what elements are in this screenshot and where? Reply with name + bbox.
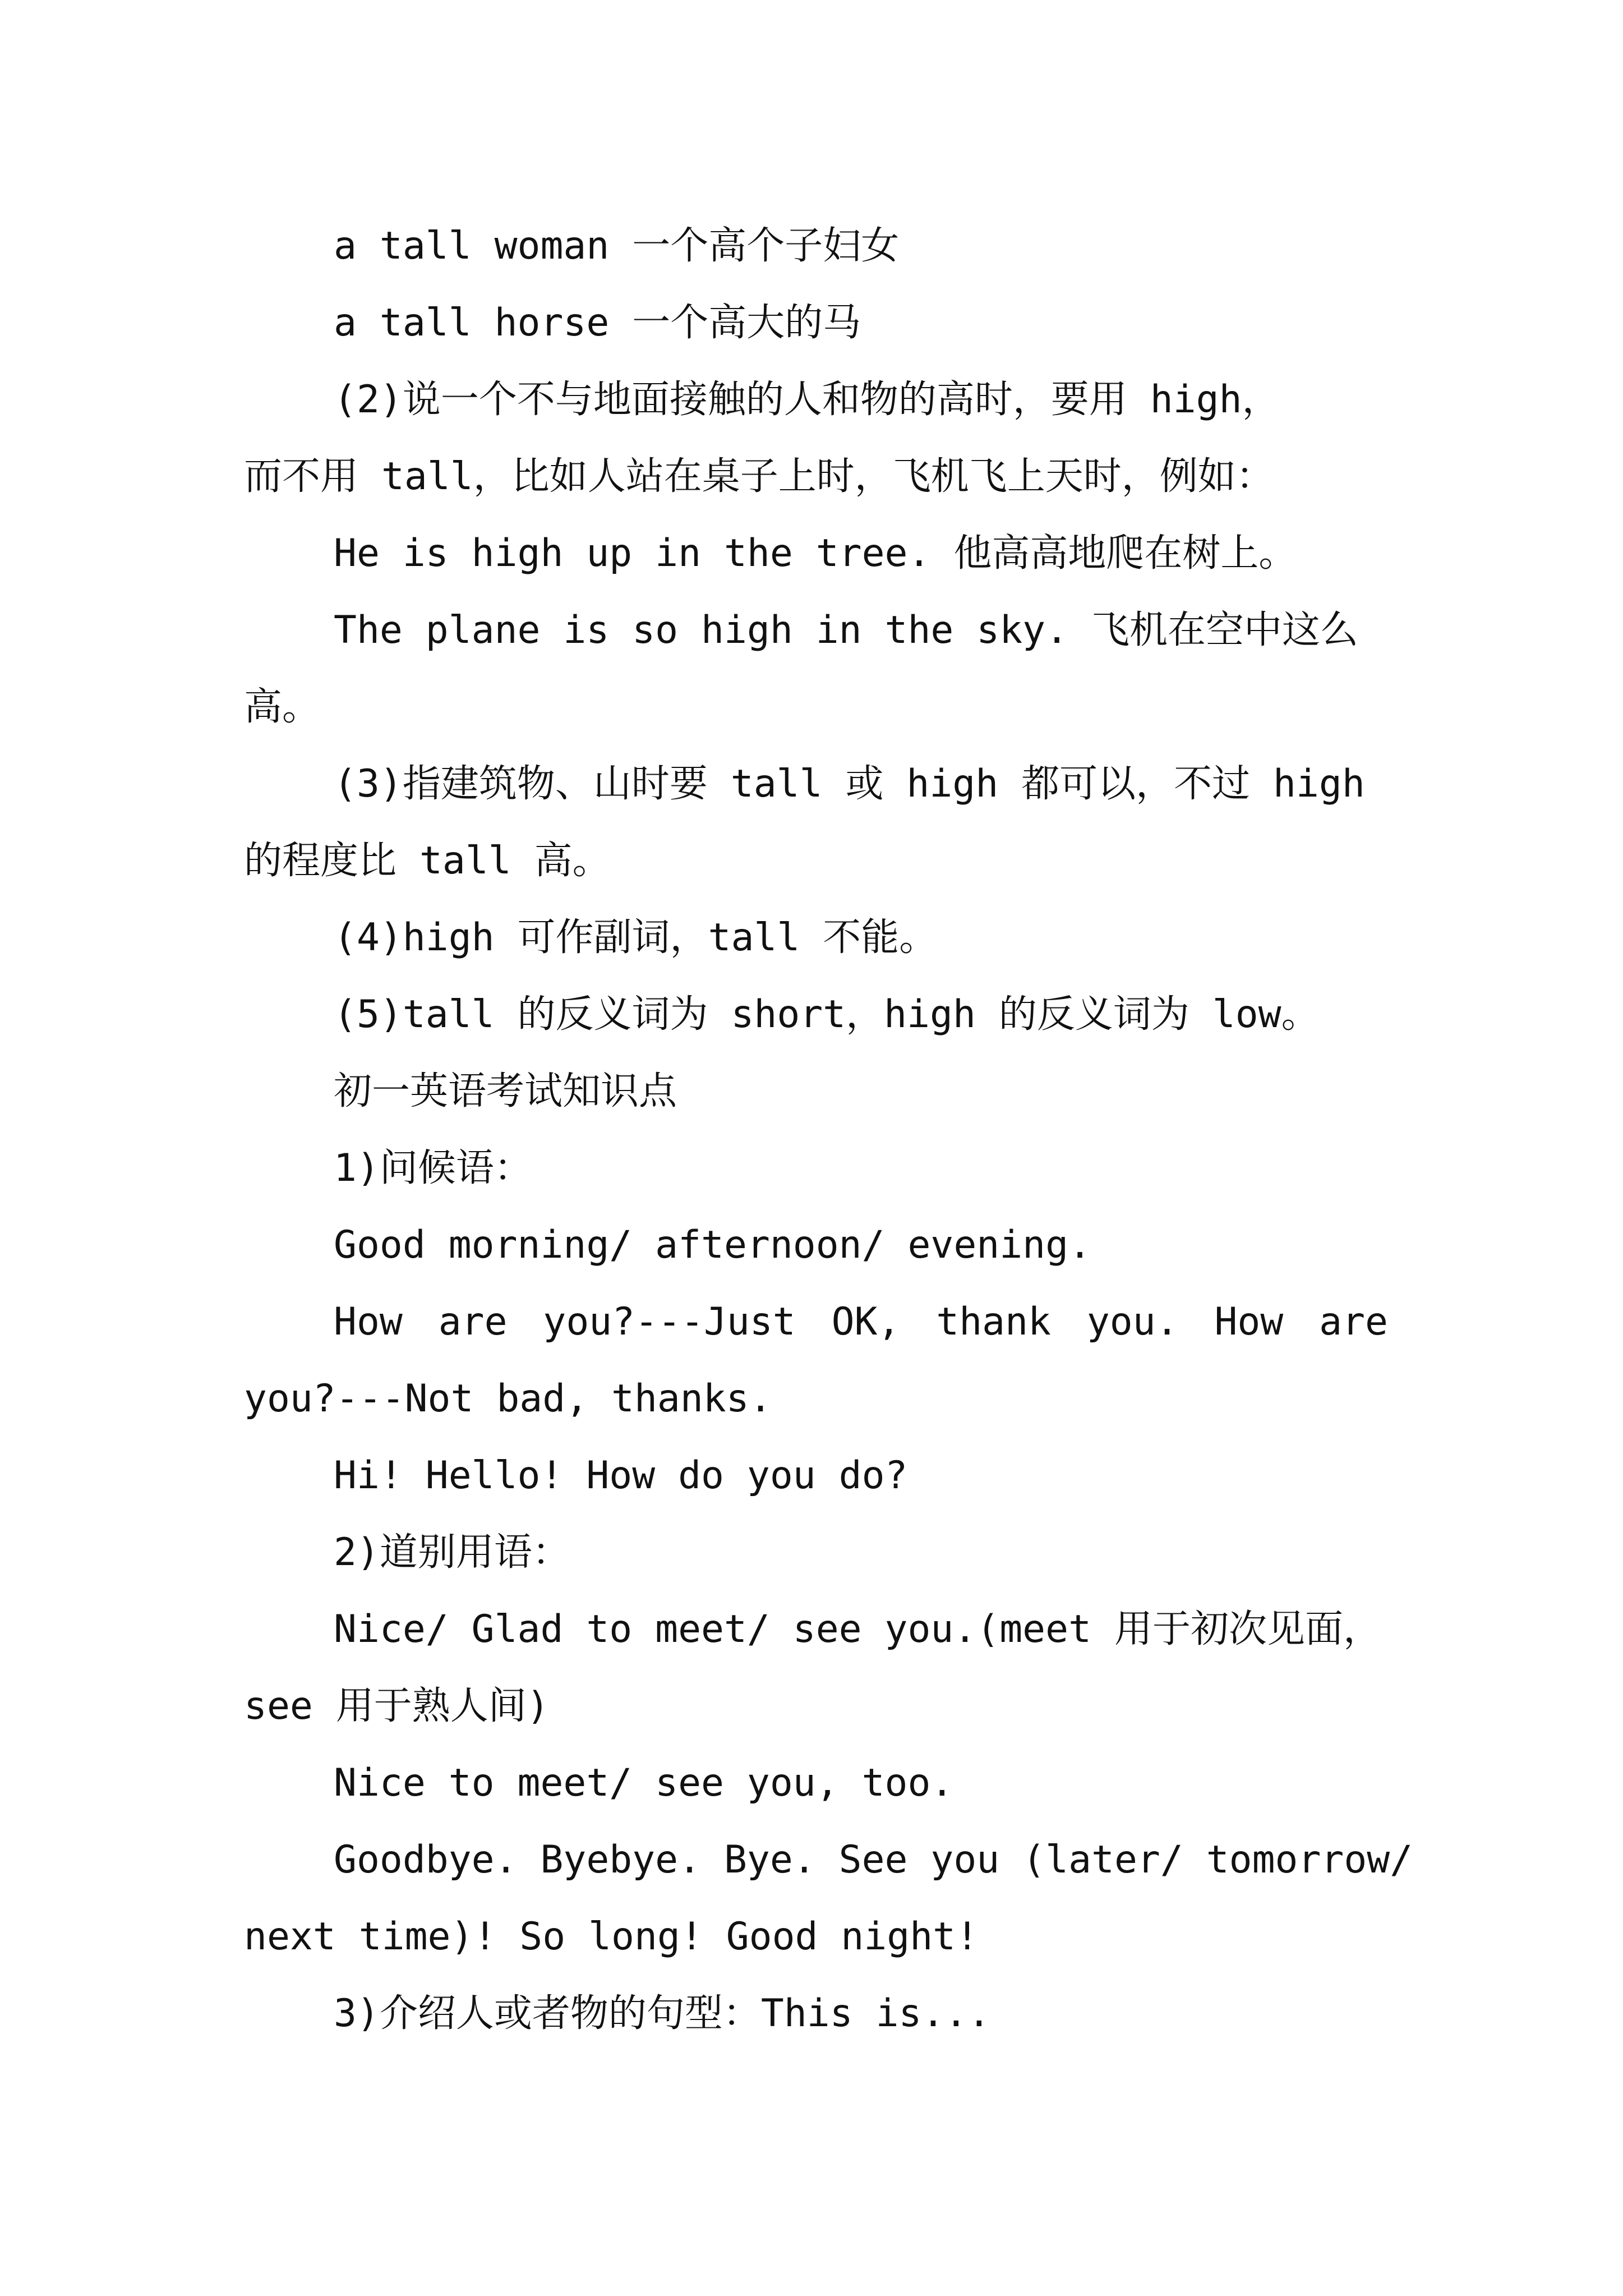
subsection-heading: 1)问候语： [334, 1146, 532, 1190]
paragraph-line: 高。 [244, 685, 321, 729]
example-line: Hi! Hello! How do you do? [334, 1453, 908, 1498]
paragraph-line: (4)high 可作副词，tall 不能。 [334, 915, 938, 960]
paragraph-line: 而不用 tall，比如人站在桌子上时，飞机飞上天时，例如： [244, 454, 1274, 499]
paragraph-line: (3)指建筑物、山时要 tall 或 high 都可以，不过 high [334, 762, 1365, 806]
example-line: Good morning/ afternoon/ evening. [334, 1223, 1092, 1267]
subsection-heading: 3)介绍人或者物的句型：This is... [334, 1991, 991, 2036]
example-line: The plane is so high in the sky. 飞机在空中这么 [334, 608, 1359, 652]
example-line: Nice/ Glad to meet/ see you.(meet 用于初次见面， [334, 1607, 1381, 1651]
subsection-heading: 2)道别用语： [334, 1530, 570, 1575]
paragraph-line: 的程度比 tall 高。 [244, 839, 611, 883]
example-line: How are you?---Just OK, thank you. How are [334, 1300, 1388, 1344]
document-body [244, 208, 1413, 2052]
example-line: next time)! So long! Good night! [244, 1915, 979, 1959]
paragraph-line: (2)说一个不与地面接触的人和物的高时，要用 high， [334, 378, 1280, 422]
example-line: He is high up in the tree. 他高高地爬在树上。 [334, 531, 1297, 576]
example-line: a tall horse 一个高大的马 [334, 301, 861, 345]
example-line: see 用于熟人间) [244, 1684, 550, 1728]
example-line: Goodbye. Byebye. Bye. See you (later/ tomorrow/ [334, 1838, 1413, 1882]
paragraph-line: (5)tall 的反义词为 short，high 的反义词为 low。 [334, 992, 1320, 1037]
example-line: Nice to meet/ see you, too. [334, 1761, 954, 1805]
example-line: a tall woman 一个高个子妇女 [334, 224, 900, 268]
example-line: you?---Not bad, thanks. [244, 1377, 772, 1421]
section-heading: 初一英语考试知识点 [334, 1069, 677, 1114]
